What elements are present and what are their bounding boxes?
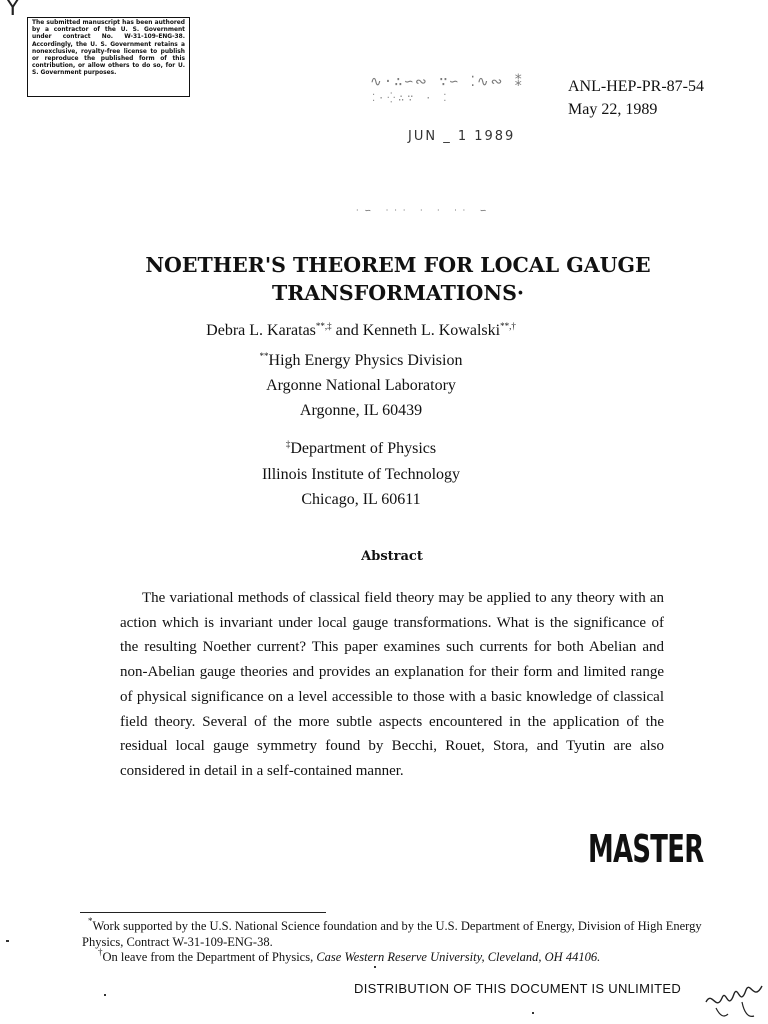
affiliation-2-line-1 (0, 440, 722, 458)
title-line-1: NOETHER'S THEOREM FOR LOCAL GAUGE (145, 253, 651, 277)
stray-dot (374, 966, 376, 968)
corner-mark: Y (6, 0, 20, 21)
footnote-leave (98, 947, 718, 965)
handwritten-mark-icon (702, 972, 766, 1022)
faint-stamp-top: ∿·∴∽∾ ∵∽ ⁚∿∾ ⁑ (370, 74, 524, 90)
stray-dot (104, 994, 106, 996)
affiliation-2-marker: ‡ (285, 439, 291, 449)
government-notice-text: The submitted manuscript has been authored by a contractor of the U. S. Government under contract No. W-31-109-ENG-38. Accordingly, the U. S. Government retains a nonexclusive, royalty-free license to publish or reproduce the published form of this contribution, or allow others to do so, for U. S. Government purposes. (32, 20, 185, 77)
author-conjunction: and (335, 322, 359, 339)
paper-title (0, 251, 768, 307)
stray-dot (6, 940, 9, 942)
received-date-stamp: JUN _ 1 1989 (408, 129, 516, 144)
footnote-2-marker: † (98, 947, 103, 957)
affiliation-2-department: Department of Physics (290, 440, 437, 457)
report-number: ANL-HEP-PR-87-54 (568, 78, 704, 95)
author-1-marks: **,‡ (315, 321, 332, 331)
report-date: May 22, 1989 (568, 101, 658, 118)
scan-specks: ·∽ ··· · · ·· ∽ (356, 206, 493, 215)
footnote-1-marker: * (88, 916, 93, 926)
author-line (0, 322, 722, 340)
footnote-2-text: On leave from the Department of Physics, (102, 950, 314, 964)
footnote-2-institution: Case Western Reserve University, Cleveland, OH 44106. (316, 950, 601, 964)
affiliation-1-division: High Energy Physics Division (268, 352, 463, 369)
footnote-funding (82, 916, 704, 950)
affiliation-2-line-2: Illinois Institute of Technology (261, 466, 461, 483)
affiliation-1-line-1 (0, 352, 722, 370)
author-2: Kenneth L. Kowalski (362, 322, 501, 339)
footnote-1-text: Work supported by the U.S. National Science foundation and by the U.S. Department of Energy, Division of High Energy Physics, Contract W-31-109-ENG-38. (82, 919, 702, 949)
stray-dot (532, 1012, 534, 1014)
government-notice-box (27, 17, 190, 97)
affiliation-1-line-3: Argonne, IL 60439 (299, 402, 423, 419)
footnote-rule (80, 912, 326, 913)
affiliation-1-marker: ** (259, 351, 269, 361)
author-2-marks: **,† (500, 321, 516, 331)
abstract-body: The variational methods of classical field theory may be applied to any theory with an action which is invariant under local gauge transformations. What is the significance of the resulting Noether current? This paper examines such currents for both Abelian and non-Abelian gauge theories and provides an explanation for their form and limited range of physical significance on a level accessible to those with a basic knowledge of classical field theory. Several of the more subtle aspects encountered in the application of the residual local gauge symmetry found by Becchi, Rouet, Stora, and Tyutin are also considered in detail in a self-contained manner. (120, 590, 664, 779)
author-1: Debra L. Karatas (206, 322, 316, 339)
title-line-2: TRANSFORMATIONS· (271, 281, 525, 305)
distribution-notice: DISTRIBUTION OF THIS DOCUMENT IS UNLIMITED (354, 981, 682, 996)
abstract-heading: Abstract (361, 549, 423, 564)
affiliation-2-line-3: Chicago, IL 60611 (301, 491, 421, 508)
master-stamp: MASTER (588, 827, 704, 871)
affiliation-1-line-2: Argonne National Laboratory (266, 377, 456, 394)
faint-stamp-bottom: ⁚·⁛∴∵ · ⁚ (372, 93, 450, 104)
